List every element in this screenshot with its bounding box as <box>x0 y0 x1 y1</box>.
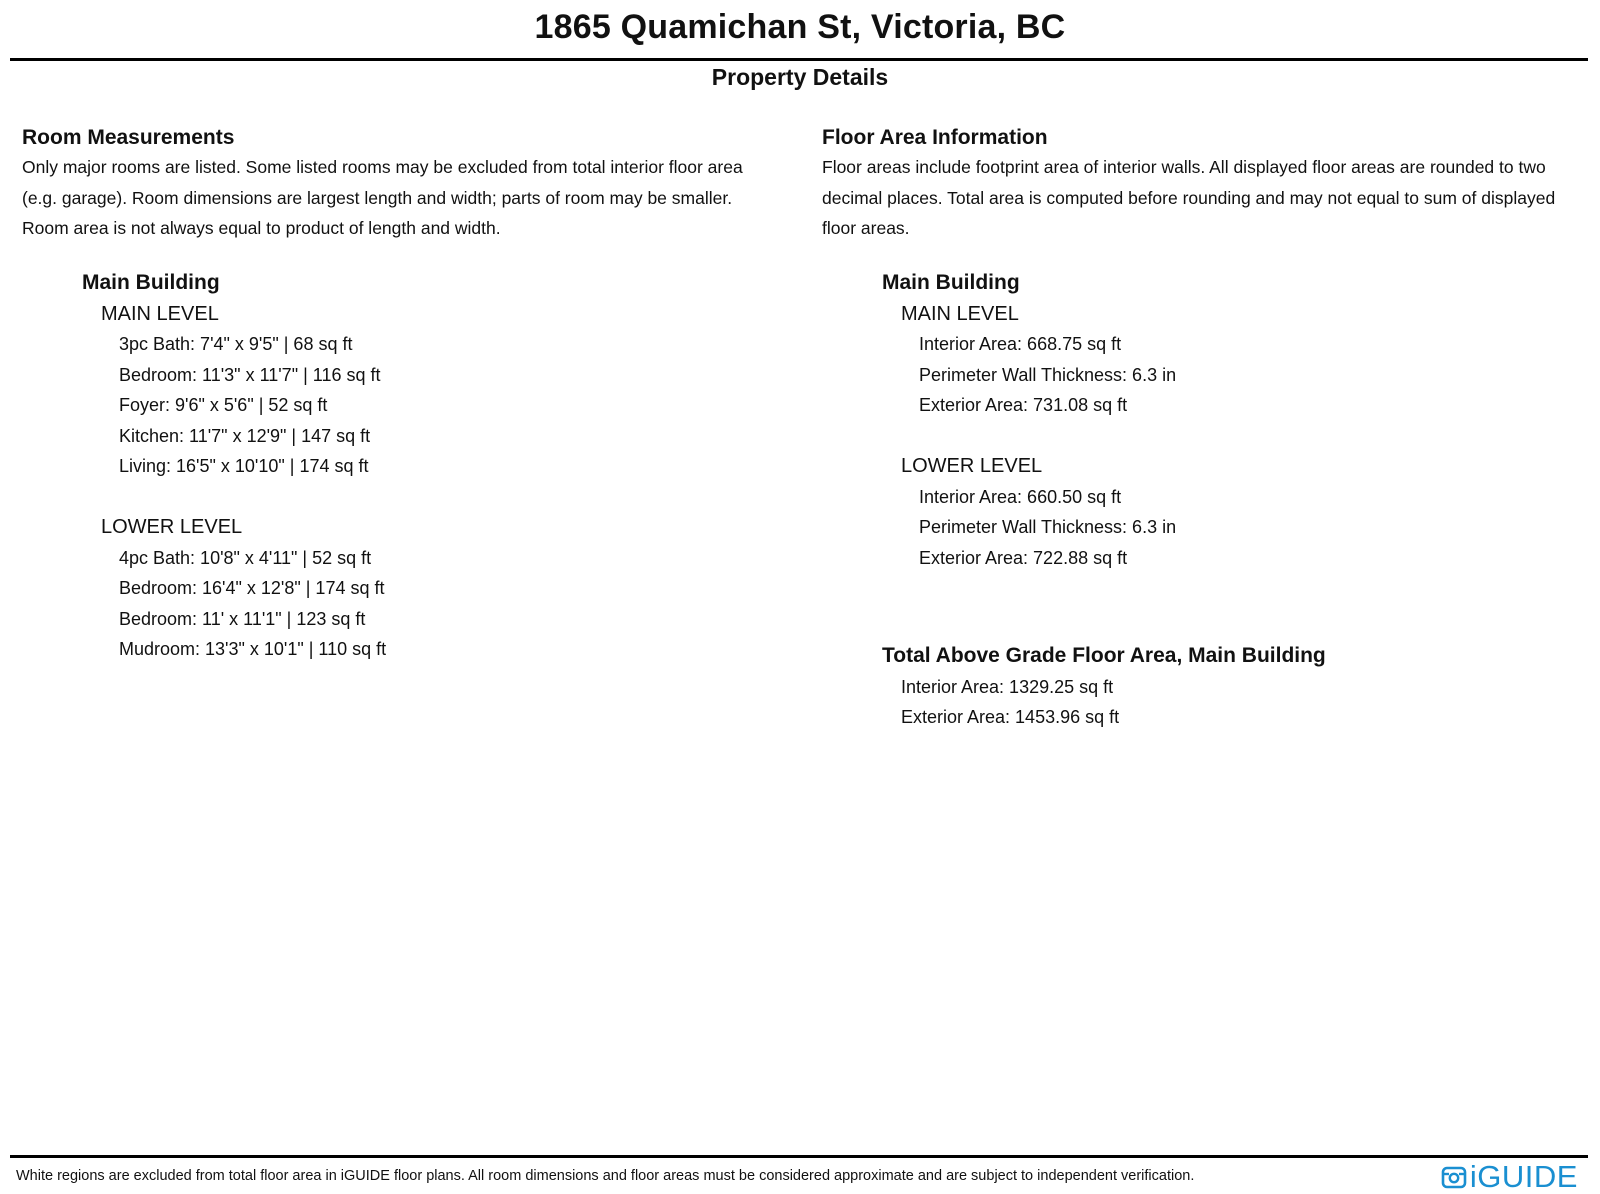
total-area-block <box>882 641 1326 733</box>
area-item: Perimeter Wall Thickness: 6.3 in <box>919 364 1177 385</box>
room-measurements-section <box>22 124 792 244</box>
level-title-main: MAIN LEVEL <box>901 302 1019 325</box>
description-line: Room area is not always equal to product of length and width. <box>22 218 501 238</box>
description-line: Floor areas include footprint area of interior walls. All displayed floor areas are rounded to two <box>822 157 1546 177</box>
footer-divider <box>10 1155 1588 1158</box>
brand-name: iGUIDE <box>1469 1159 1578 1194</box>
floor-area-heading: Floor Area Information <box>822 126 1048 149</box>
spacer <box>82 482 386 513</box>
room-item: Foyer: 9'6" x 5'6" | 52 sq ft <box>119 395 328 415</box>
footer-disclaimer: White regions are excluded from total floor area in iGUIDE floor plans. All room dimensions and floor areas must be considered approximate and are subject to independent verification. <box>16 1168 1195 1184</box>
total-exterior-area: Exterior Area: 1453.96 sq ft <box>901 707 1120 727</box>
description-line: (e.g. garage). Room dimensions are largest length and width; parts of room may be smaller. <box>22 187 733 208</box>
area-item: Exterior Area: 722.88 sq ft <box>919 547 1128 568</box>
room-item: Bedroom: 11' x 11'1" | 123 sq ft <box>119 608 366 629</box>
room-item: 3pc Bath: 7'4" x 9'5" | 68 sq ft <box>119 334 353 354</box>
area-item: Exterior Area: 731.08 sq ft <box>919 395 1128 415</box>
level-title-lower: LOWER LEVEL <box>101 516 243 538</box>
level-title-lower: LOWER LEVEL <box>901 455 1043 477</box>
room-item: Bedroom: 16'4" x 12'8" | 174 sq ft <box>119 578 385 598</box>
header-divider <box>10 58 1588 61</box>
room-item: Kitchen: 11'7" x 12'9" | 147 sq ft <box>119 425 371 446</box>
area-item: Interior Area: 668.75 sq ft <box>919 334 1122 354</box>
page-subtitle: Property Details <box>711 64 889 90</box>
room-item: Living: 16'5" x 10'10" | 174 sq ft <box>119 456 369 476</box>
building-title: Main Building <box>882 271 1020 294</box>
room-measurements-heading: Room Measurements <box>22 126 235 149</box>
spacer <box>882 421 1176 452</box>
building-title: Main Building <box>82 271 220 294</box>
page-title: 1865 Quamichan St, Victoria, BC <box>534 8 1066 46</box>
room-measurements-description <box>22 152 782 244</box>
floor-area-section <box>822 124 1592 244</box>
room-item: Bedroom: 11'3" x 11'7" | 116 sq ft <box>119 364 381 385</box>
area-item: Interior Area: 660.50 sq ft <box>919 486 1122 507</box>
total-area-heading: Total Above Grade Floor Area, Main Building <box>882 644 1326 667</box>
room-item: 4pc Bath: 10'8" x 4'11" | 52 sq ft <box>119 547 372 568</box>
description-line: decimal places. Total area is computed before rounding and may not equal to sum of displayed <box>822 187 1556 208</box>
iguide-logo <box>1441 1160 1578 1194</box>
description-line: Only major rooms are listed. Some listed rooms may be excluded from total interior floor area <box>22 157 743 177</box>
iguide-camera-icon <box>1441 1164 1467 1190</box>
total-interior-area: Interior Area: 1329.25 sq ft <box>901 676 1114 697</box>
floor-area-description <box>822 152 1592 244</box>
room-item: Mudroom: 13'3" x 10'1" | 110 sq ft <box>119 639 387 659</box>
room-list-block <box>82 268 386 665</box>
level-title-main: MAIN LEVEL <box>101 302 219 325</box>
description-line: floor areas. <box>822 218 910 238</box>
floor-area-block <box>882 268 1176 573</box>
area-item: Perimeter Wall Thickness: 6.3 in <box>919 517 1177 537</box>
